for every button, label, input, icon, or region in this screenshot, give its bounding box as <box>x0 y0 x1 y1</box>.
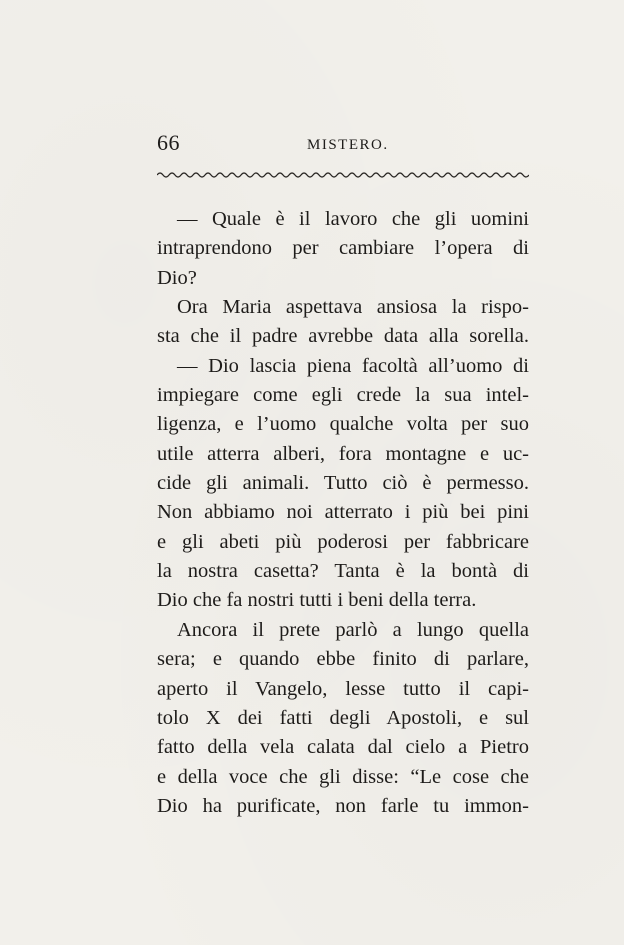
text-line: tolo X dei fatti degli Apostoli, e sul <box>157 706 529 729</box>
text-line: Dio che fa nostri tutti i beni della terra. <box>157 589 477 612</box>
text-line: Ancora il prete parlò a lungo quella <box>177 618 529 641</box>
text-line: — Quale è il lavoro che gli uomini <box>177 208 529 230</box>
text-line: Ora Maria aspettava ansiosa la rispo- <box>177 296 529 319</box>
text-line: sta che il padre avrebbe data alla sorella. <box>157 325 529 348</box>
text-line: fatto della vela calata dal cielo a Pietro <box>157 736 529 759</box>
text-line: utile atterra alberi, fora montagne e uc- <box>157 442 529 465</box>
text-line: ligenza, e l’uomo qualche volta per suo <box>157 413 529 436</box>
text-line: Dio? <box>157 266 197 289</box>
text-line: sera; e quando ebbe finito di parlare, <box>157 648 529 671</box>
page-header <box>157 130 529 160</box>
ornament-wave <box>157 173 529 177</box>
text-line: aperto il Vangelo, lesse tutto il capi- <box>157 677 529 700</box>
page-number: 66 <box>157 130 180 155</box>
text-line: impiegare come egli crede la sua intel- <box>157 384 529 407</box>
text-line: intraprendono per cambiare l’opera di <box>157 237 529 260</box>
running-title: MISTERO. <box>307 137 389 153</box>
text-line: — Dio lascia piena facoltà all’uomo di <box>177 354 529 377</box>
text-line: e della voce che gli disse: “Le cose che <box>157 765 529 788</box>
text-line: e gli abeti più poderosi per fabbricare <box>157 530 529 553</box>
text-line: la nostra casetta? Tanta è la bontà di <box>157 560 529 583</box>
text-line: cide gli animali. Tutto ciò è permesso. <box>157 472 529 495</box>
text-line: Non abbiamo noi atterrato i più bei pini <box>157 501 529 524</box>
text-line: Dio ha purificate, non farle tu immon- <box>157 794 529 817</box>
decorative-rule <box>157 170 529 180</box>
body-text <box>157 205 529 821</box>
